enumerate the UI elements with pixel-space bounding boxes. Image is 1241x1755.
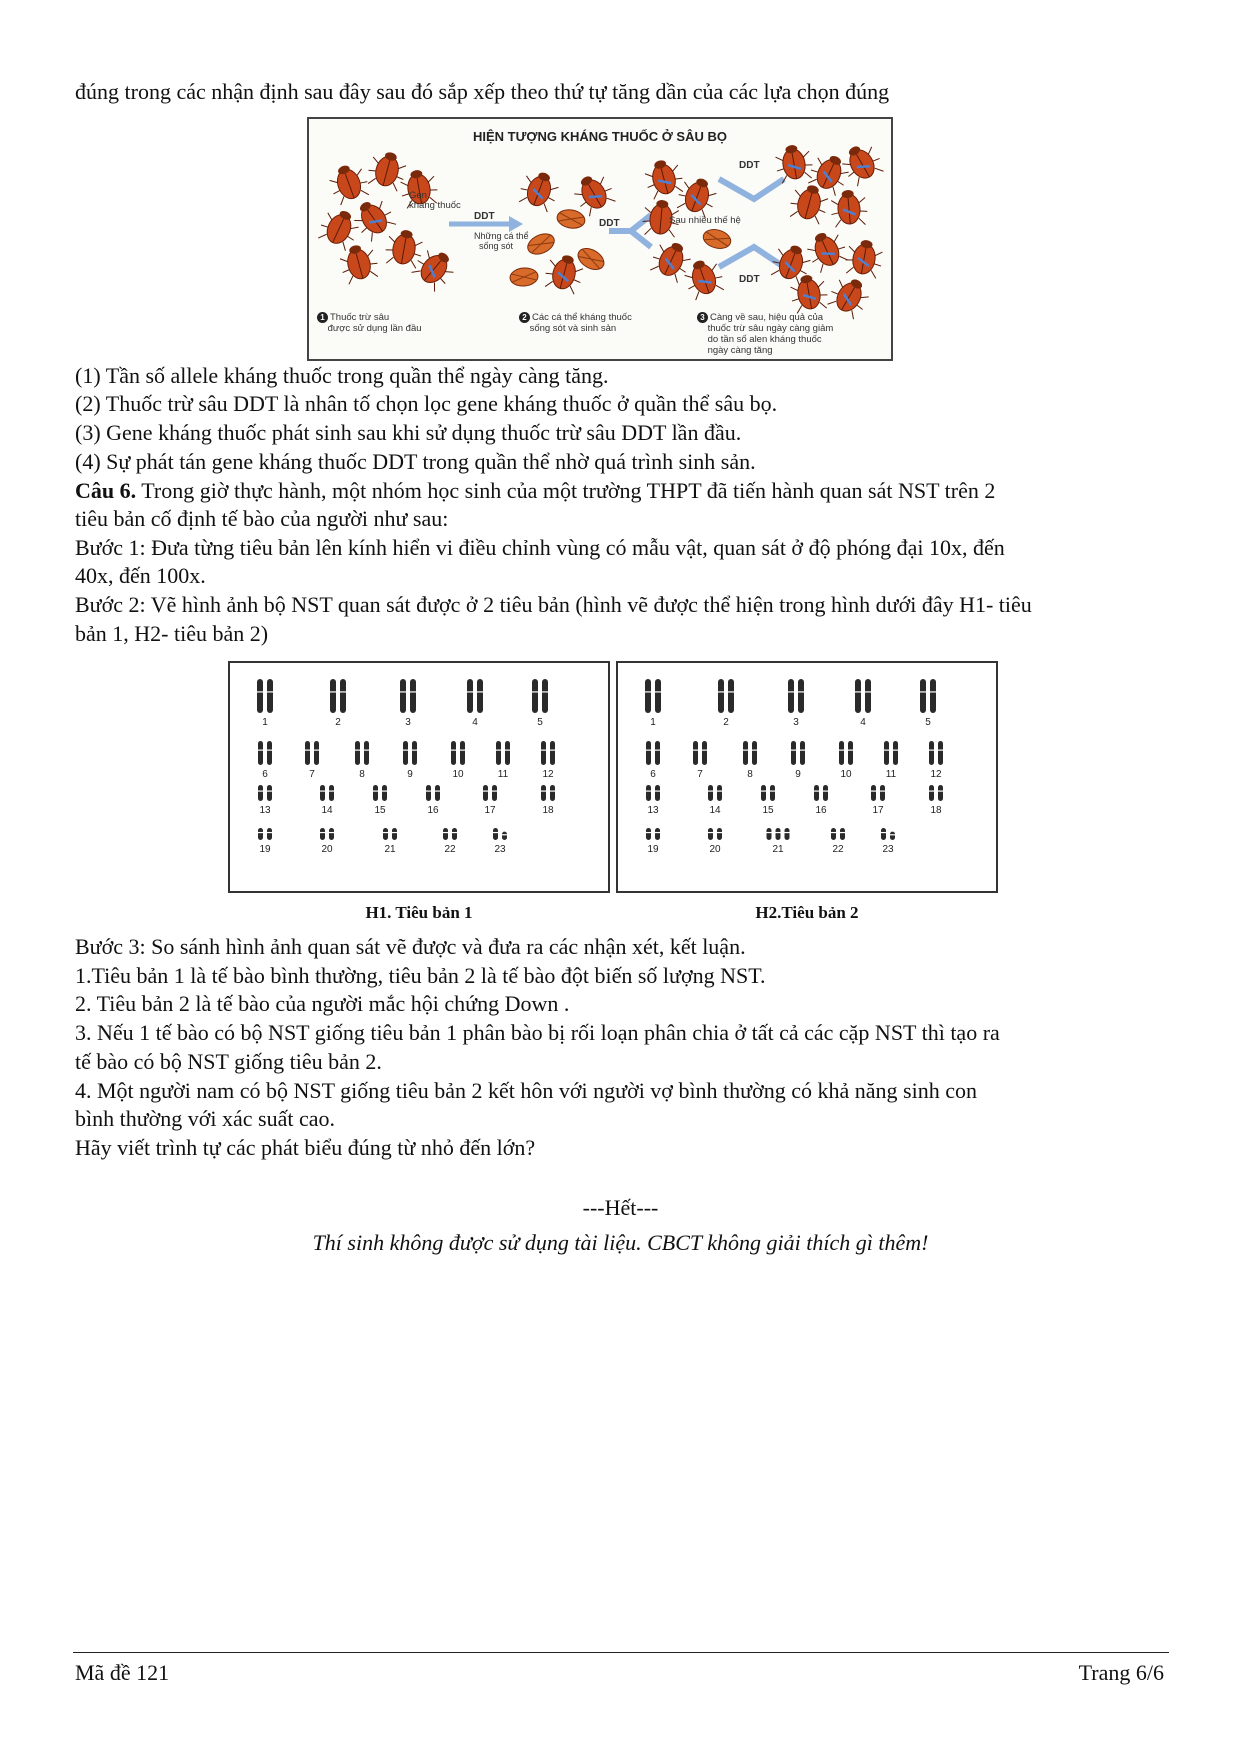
chromosome	[798, 679, 804, 713]
chromosome	[655, 679, 661, 713]
statement-1: (1) Tần số allele kháng thuốc trong quần thể ngày càng tăng.	[75, 363, 609, 388]
chromosome	[708, 828, 713, 840]
chromosome	[848, 741, 853, 765]
conclusion-4-cont: bình thường với xác suất cao.	[75, 1106, 336, 1131]
chromosome	[258, 741, 263, 765]
chromosome-number: 17	[484, 805, 496, 816]
ddt-label: DDT	[599, 218, 620, 229]
chromosome	[645, 679, 651, 713]
chromosome-number: 13	[259, 805, 271, 816]
chromosome	[443, 828, 448, 840]
chromosome	[717, 828, 722, 840]
chromosome	[823, 785, 828, 801]
chromosome	[938, 785, 943, 801]
chromosome-number: 21	[384, 844, 396, 855]
conclusion-1: 1.Tiêu bản 1 là tế bào bình thường, tiêu bản 2 là tế bào đột biến số lượng NST.	[75, 963, 766, 988]
chromosome-number: 9	[795, 769, 801, 780]
chromosome	[541, 741, 546, 765]
chromosome	[717, 785, 722, 801]
chromosome	[767, 828, 772, 840]
chromosome-number: 12	[542, 769, 554, 780]
statement-4: (4) Sự phát tán gene kháng thuốc DDT trong quần thể nhờ quá trình sinh sản.	[75, 449, 756, 474]
chromosome	[452, 828, 457, 840]
step-caption-1: 1 Thuốc trừ sâu được sử dụng lần đầu	[317, 312, 422, 334]
chromosome	[403, 741, 408, 765]
resistant-beetle	[642, 156, 686, 200]
question-prompt: Hãy viết trình tự các phát biểu đúng từ nhỏ đến lớn?	[75, 1135, 536, 1160]
chromosome	[840, 828, 845, 840]
chromosome-number: 7	[309, 769, 315, 780]
chromosome	[451, 741, 456, 765]
chromosome	[881, 828, 886, 840]
chromosome	[646, 828, 651, 840]
chromosome	[743, 741, 748, 765]
chromosome	[320, 828, 325, 840]
chromosome-number: 4	[472, 717, 478, 728]
conclusion-2: 2. Tiêu bản 2 là tế bào của người mắc hội chứng Down .	[75, 991, 570, 1016]
chromosome	[550, 785, 555, 801]
chromosome	[460, 741, 465, 765]
chromosome	[355, 741, 360, 765]
chromosome	[392, 828, 397, 840]
chromosome-number: 5	[537, 717, 543, 728]
figure-title: HIỆN TƯỢNG KHÁNG THUỐC Ở SÂU BỌ	[473, 129, 727, 144]
step-2: Bước 2: Vẽ hình ảnh bộ NST quan sát được ở 2 tiêu bản (hình vẽ được thể hiện trong hình dưới đây H1- tiêu	[75, 592, 1032, 617]
statement-2: (2) Thuốc trừ sâu DDT là nhân tố chọn lọc gene kháng thuốc ở quần thể sâu bọ.	[75, 391, 778, 416]
resistant-beetle	[674, 173, 720, 219]
chromosome	[855, 679, 861, 713]
ddt-label: DDT	[739, 274, 760, 285]
chromosome-number: 23	[882, 844, 894, 855]
chromosome	[831, 828, 836, 840]
chromosome	[383, 828, 388, 840]
chromosome-number: 6	[650, 769, 656, 780]
chromosome	[340, 679, 346, 713]
footer-divider	[73, 1652, 1169, 1653]
chromosome-number: 15	[762, 805, 774, 816]
chromosome	[412, 741, 417, 765]
chromosome	[382, 785, 387, 801]
chromosome-number: 22	[832, 844, 844, 855]
resistant-beetle	[409, 243, 460, 294]
chromosome	[871, 785, 876, 801]
conclusion-3: 3. Nếu 1 tế bào có bộ NST giống tiêu bản 1 phân bào bị rối loạn phân chia ở tất cả các cặp NST thì tạo ra	[75, 1020, 1000, 1045]
page-number: Trang 6/6	[1078, 1660, 1164, 1685]
chromosome	[791, 741, 796, 765]
chromosome	[267, 679, 273, 713]
chromosome	[785, 828, 790, 840]
chromosome	[728, 679, 734, 713]
resistant-beetle	[843, 237, 885, 279]
chromosome-number: 12	[930, 769, 942, 780]
chromosome-number: 11	[885, 769, 897, 780]
chromosome	[865, 679, 871, 713]
chromosome	[493, 828, 498, 840]
chromosome-number: 19	[647, 844, 659, 855]
chromosome	[655, 785, 660, 801]
chromosome-number: 20	[709, 844, 721, 855]
resistant-beetle	[681, 255, 727, 301]
chromosome	[814, 785, 819, 801]
chromosome	[364, 741, 369, 765]
dead-beetle	[574, 244, 607, 274]
chromosome	[267, 741, 272, 765]
dead-beetle	[556, 208, 587, 231]
resistant-beetle	[348, 193, 398, 243]
beetle	[337, 241, 381, 285]
gene-label: Gen kháng thuốc	[409, 190, 461, 211]
survivor-label: Những cá thể sống sót	[474, 231, 529, 251]
chromosome-number: 16	[815, 805, 827, 816]
chromosome	[467, 679, 473, 713]
chromosome	[373, 785, 378, 801]
chromosome	[483, 785, 488, 801]
chromosome	[258, 828, 263, 840]
chromosome	[893, 741, 898, 765]
chromosome	[788, 679, 794, 713]
caption-h2: H2.Tiêu bản 2	[755, 903, 859, 922]
statement-3: (3) Gene kháng thuốc phát sinh sau khi sử dụng thuốc trừ sâu DDT lần đầu.	[75, 420, 742, 445]
chromosome	[929, 741, 934, 765]
chromosome	[502, 832, 507, 840]
chromosome-number: 1	[262, 717, 268, 728]
dead-beetle	[525, 230, 558, 258]
resistant-beetle	[569, 169, 618, 218]
chromosome	[938, 741, 943, 765]
chromosome	[929, 785, 934, 801]
chromosome	[646, 741, 651, 765]
dead-beetle	[509, 267, 538, 287]
resistant-beetle	[788, 272, 830, 314]
chromosome	[752, 741, 757, 765]
chromosome-number: 21	[772, 844, 784, 855]
chromosome	[435, 785, 440, 801]
chromosome	[718, 679, 724, 713]
step-1-cont: 40x, đến 100x.	[75, 563, 206, 588]
chromosome	[267, 785, 272, 801]
chromosome	[329, 828, 334, 840]
chromosome-number: 23	[494, 844, 506, 855]
chromosome	[258, 785, 263, 801]
beetle	[383, 227, 425, 269]
chromosome-number: 16	[427, 805, 439, 816]
chromosome-number: 13	[647, 805, 659, 816]
chromosome	[776, 828, 781, 840]
chromosome	[305, 741, 310, 765]
chromosome	[655, 828, 660, 840]
chromosome-number: 6	[262, 769, 268, 780]
chromosome	[410, 679, 416, 713]
end-mark: ---Hết---	[582, 1195, 659, 1220]
chromosome	[880, 785, 885, 801]
beetle	[316, 204, 364, 252]
chromosome	[505, 741, 510, 765]
insect-resistance-figure	[307, 117, 893, 361]
step-caption-3: 3 Càng về sau, hiệu quả của thuốc trừ sâu ngày càng giảm do tần số alen kháng thuốc ngày càng tăng	[697, 312, 833, 356]
chromosome	[320, 785, 325, 801]
question-6-line1: Câu 6. Trong giờ thực hành, một nhóm học sinh của một trường THPT đã tiến hành quan sát NST trên 2	[75, 478, 996, 503]
chromosome-number: 1	[650, 717, 656, 728]
chromosome	[702, 741, 707, 765]
chromosome-number: 3	[405, 717, 411, 728]
chromosome	[496, 741, 501, 765]
chromosome	[550, 741, 555, 765]
chromosome-number: 2	[723, 717, 729, 728]
chromosome-number: 18	[930, 805, 942, 816]
chromosome	[693, 741, 698, 765]
karyotype-h2	[616, 661, 998, 893]
chromosome	[800, 741, 805, 765]
chromosome	[761, 785, 766, 801]
chromosome	[426, 785, 431, 801]
chromosome-number: 7	[697, 769, 703, 780]
question-6-line2: tiêu bản cố định tế bào của người như sau:	[75, 506, 449, 531]
resistant-beetle	[516, 167, 562, 213]
beetle	[365, 148, 409, 192]
step-3: Bước 3: So sánh hình ảnh quan sát vẽ được và đưa ra các nhận xét, kết luận.	[75, 934, 746, 959]
exam-code: Mã đề 121	[75, 1660, 170, 1685]
chromosome	[257, 679, 263, 713]
chromosome	[890, 832, 895, 840]
chromosome	[329, 785, 334, 801]
chromosome	[770, 785, 775, 801]
chromosome	[839, 741, 844, 765]
chromosome-number: 14	[321, 805, 333, 816]
chromosome	[920, 679, 926, 713]
karyotype-h1-drawing	[230, 663, 608, 891]
chromosome	[655, 741, 660, 765]
chromosome-number: 20	[321, 844, 333, 855]
conclusion-3-cont: tế bào có bộ NST giống tiêu bản 2.	[75, 1049, 382, 1074]
chromosome-number: 17	[872, 805, 884, 816]
resistant-beetle	[773, 142, 815, 184]
chromosome-number: 14	[709, 805, 721, 816]
chromosome	[477, 679, 483, 713]
chromosome	[542, 679, 548, 713]
chromosome-number: 22	[444, 844, 456, 855]
caption-h1: H1. Tiêu bản 1	[365, 903, 473, 922]
resistant-beetle	[803, 226, 851, 274]
dead-beetle	[701, 227, 733, 252]
chromosome	[330, 679, 336, 713]
chromosome-number: 8	[747, 769, 753, 780]
chromosome-number: 2	[335, 717, 341, 728]
chromosome	[646, 785, 651, 801]
resistant-beetle	[837, 139, 886, 188]
chromosome-number: 10	[840, 769, 852, 780]
chromosome-number: 10	[452, 769, 464, 780]
conclusion-4: 4. Một người nam có bộ NST giống tiêu bản 2 kết hôn với người vợ bình thường có khả năng sinh con	[75, 1078, 977, 1103]
chromosome-number: 9	[407, 769, 413, 780]
chromosome-number: 15	[374, 805, 386, 816]
step-1: Bước 1: Đưa từng tiêu bản lên kính hiển vi điều chỉnh vùng có mẫu vật, quan sát ở độ phóng đại 10x, đến	[75, 535, 1005, 560]
intro-line: đúng trong các nhận định sau đây sau đó sắp xếp theo thứ tự tăng dần của các lựa chọn đúng	[75, 79, 890, 104]
chromosome	[884, 741, 889, 765]
chromosome-number: 3	[793, 717, 799, 728]
chromosome	[314, 741, 319, 765]
chromosome-number: 11	[497, 769, 509, 780]
chromosome	[532, 679, 538, 713]
chromosome-number: 5	[925, 717, 931, 728]
karyotype-h1	[228, 661, 610, 893]
beetle	[326, 160, 372, 206]
step-2-cont: bản 1, H2- tiêu bản 2)	[75, 621, 269, 646]
chromosome-number: 8	[359, 769, 365, 780]
chromosome-number: 19	[259, 844, 271, 855]
generations-label: Sau nhiều thế hệ	[669, 215, 741, 226]
chromosome	[541, 785, 546, 801]
chromosome	[267, 828, 272, 840]
end-note: Thí sinh không được sử dụng tài liệu. CBCT không giải thích gì thêm!	[312, 1230, 929, 1255]
ddt-label: DDT	[739, 160, 760, 171]
chromosome	[930, 679, 936, 713]
chromosome-number: 4	[860, 717, 866, 728]
chromosome	[400, 679, 406, 713]
karyotype-h2-drawing	[618, 663, 996, 891]
chromosome-number: 18	[542, 805, 554, 816]
step-caption-2: 2 Các cá thể kháng thuốc sống sót và sinh sản	[519, 312, 632, 334]
chromosome	[492, 785, 497, 801]
chromosome	[708, 785, 713, 801]
ddt-label: DDT	[474, 211, 495, 222]
